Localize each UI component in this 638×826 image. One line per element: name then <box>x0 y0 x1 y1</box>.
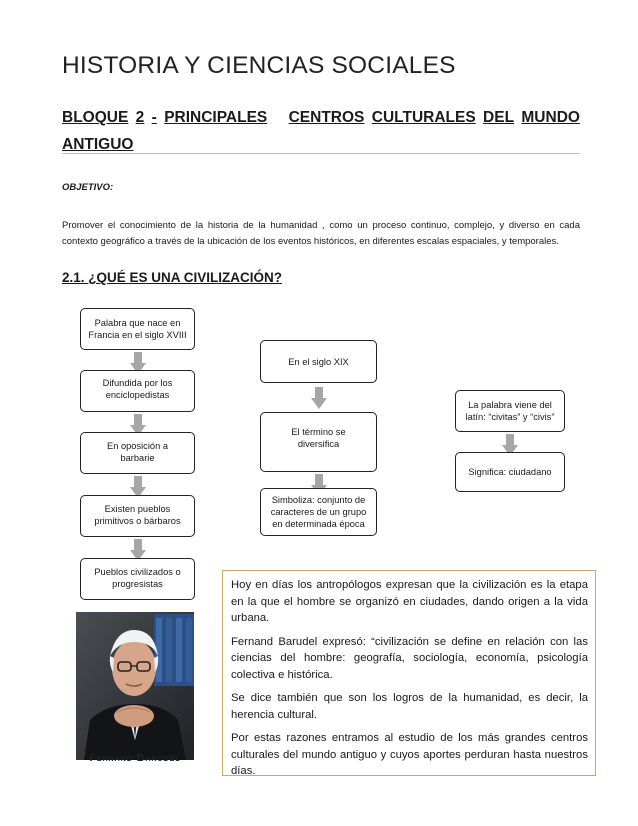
flow-box-text: El término se diversifica <box>291 427 346 449</box>
flow-box-latin <box>455 390 565 432</box>
down-arrow-icon <box>311 387 327 409</box>
explanation-paragraph: Hoy en días los antropólogos expresan que la civilización es la etapa en la que el hombre se organizó en ciudades, dando origen a la vida urbana. <box>231 579 588 624</box>
block-heading-line2: ANTIGUO <box>62 136 134 153</box>
block-word: DEL <box>483 109 515 126</box>
document-title: HISTORIA Y CIENCIAS SOCIALES <box>62 52 456 79</box>
objective-label: OBJETIVO: <box>62 182 114 193</box>
flow-box-text: Difundida por los enciclopedistas <box>102 378 173 400</box>
explanation-paragraph: Por estas razones entramos al estudio de los más grandes centros culturales del mundo antiguo y cuyos aportes perduran hasta nuestros días. <box>231 732 588 777</box>
flow-box-text: Pueblos civilizados o progresistas <box>94 567 181 589</box>
block-word: PRINCIPALES <box>164 109 268 126</box>
flow-box-symbolize <box>260 488 377 536</box>
objective-text: Promover el conocimiento de la historia de la humanidad , como un proceso continuo, complejo, y diverso en cada contexto geográfico a través de la ubicación de los eventos históricos, en diferentes escalas espaciales, y temporales. <box>62 220 580 247</box>
portrait-illustration <box>76 612 194 760</box>
divider <box>62 153 580 154</box>
portrait-photo <box>76 612 194 760</box>
section-heading: 2.1. ¿QUÉ ES UNA CIVILIZACIÓN? <box>62 270 283 285</box>
block-word: CENTROS <box>288 109 365 126</box>
flow-box-text: Significa: ciudadano <box>468 467 552 477</box>
photo-caption: Fernand Barudel <box>89 752 181 764</box>
block-heading <box>62 104 580 158</box>
flow-box-century <box>260 340 377 383</box>
flow-box-text: Palabra que nace en Francia en el siglo XVIII <box>88 318 187 340</box>
flow-box-text: Simboliza: conjunto de caracteres de un grupo en determinada época <box>270 495 367 529</box>
explanation-paragraph: Fernand Barudel expresó: “civilización se define en relación con las ciencias del hombre: geografía, sociología, economía, psicología colectiva e histórica. <box>231 635 588 681</box>
explanation-paragraph: Se dice también que son los logros de la humanidad, es decir, la herencia cultural. <box>231 692 588 721</box>
flow-box-civilized <box>80 558 195 600</box>
flow-box-meaning <box>455 452 565 492</box>
flow-box-spread <box>80 370 195 412</box>
flow-box-diversify <box>260 412 377 472</box>
flow-box-text: En oposición a barbarie <box>107 441 168 463</box>
block-word: CULTURALES <box>371 109 476 126</box>
block-word: 2 <box>135 109 145 126</box>
block-word: MUNDO <box>521 109 580 126</box>
explanation-box <box>222 570 596 776</box>
flow-box-origin <box>80 308 195 350</box>
block-word: - <box>151 109 157 126</box>
flow-box-text: En el siglo XIX <box>288 356 349 367</box>
flow-box-primitive <box>80 495 195 537</box>
flow-box-text: Existen pueblos primitivos o bárbaros <box>94 504 181 526</box>
flow-box-text: La palabra viene del latín: “civitas” y “civis” <box>465 400 555 422</box>
block-word: BLOQUE <box>62 109 129 126</box>
flow-box-opposition <box>80 432 195 474</box>
